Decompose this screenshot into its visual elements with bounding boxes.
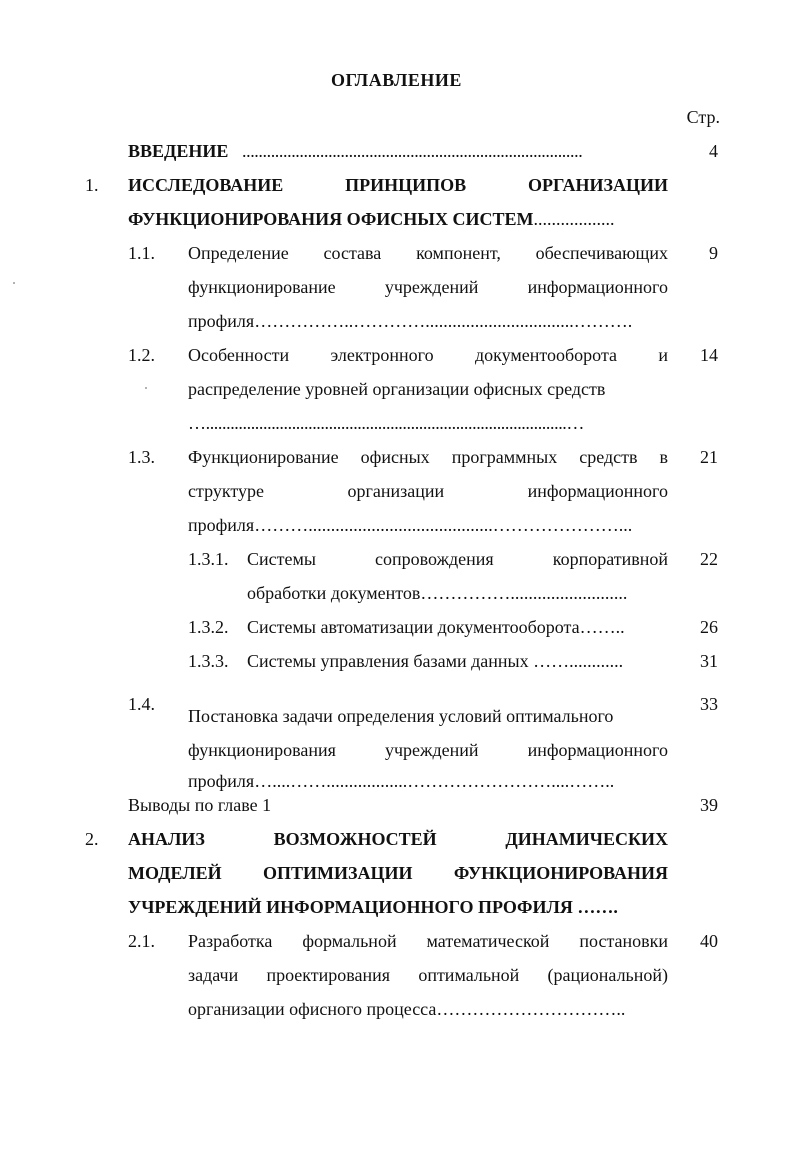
word: (рациональной) [547, 965, 669, 985]
section-title-end[interactable]: профиля…....……..................……………………....…….. [188, 771, 615, 791]
word: программных [451, 447, 558, 467]
chapter-title-cont[interactable] [128, 862, 668, 884]
section-number: 2.1. [128, 931, 155, 951]
word: Особенности [188, 345, 290, 365]
word: информационного [527, 481, 668, 501]
word: АНАЛИЗ [128, 829, 205, 849]
chapter-number: 1. [85, 175, 99, 195]
word: и [658, 345, 669, 365]
scan-speck [145, 387, 147, 389]
word: состава [323, 243, 382, 263]
word: Функционирование [188, 447, 339, 467]
word: компонент, [416, 243, 501, 263]
toc-page-number: 31 [700, 651, 718, 671]
word: информационного [527, 277, 668, 297]
word: ПРИНЦИПОВ [345, 175, 467, 195]
toc-leader-dots: …........................................................................................… [188, 413, 585, 433]
word: структуре [188, 481, 264, 501]
word: математической [426, 931, 550, 951]
toc-intro-title[interactable]: ВВЕДЕНИЕ [128, 141, 229, 161]
word: МОДЕЛЕЙ [128, 863, 222, 883]
subsection-number: 1.3.1. [188, 549, 229, 569]
word: ВОЗМОЖНОСТЕЙ [273, 829, 437, 849]
section-title[interactable]: Постановка задачи определения условий оптимального [188, 706, 614, 726]
subsection-number: 1.3.3. [188, 651, 229, 671]
word: ОПТИМИЗАЦИИ [263, 863, 413, 883]
toc-page-number: 40 [700, 931, 718, 951]
word: функционирования [188, 740, 336, 760]
toc-page-number: 22 [700, 549, 718, 569]
word: постановки [579, 931, 669, 951]
word: средств [579, 447, 638, 467]
toc-page-number: 4 [709, 141, 718, 161]
toc-conclusion[interactable]: Выводы по главе 1 [128, 795, 272, 815]
word: электронного [330, 345, 434, 365]
page-title: ОГЛАВЛЕНИЕ [331, 70, 462, 90]
section-title-end[interactable]: профиля……….........................................…………………... [188, 515, 633, 535]
word: офисных [360, 447, 430, 467]
chapter-title-text: ФУНКЦИОНИРОВАНИЯ ОФИСНЫХ СИСТЕМ [128, 209, 534, 229]
word: учреждений [385, 740, 479, 760]
chapter-title[interactable] [128, 828, 668, 850]
word: ФУНКЦИОНИРОВАНИЯ [453, 863, 668, 883]
section-title[interactable] [188, 930, 668, 952]
word: Разработка [188, 931, 273, 951]
word: документооборота [474, 345, 618, 365]
toc-leader-dots: ................................................................................... [242, 141, 583, 161]
section-number: 1.2. [128, 345, 155, 365]
section-title[interactable] [188, 242, 668, 264]
toc-page-number: 21 [700, 447, 718, 467]
toc-page-number: 39 [700, 795, 718, 815]
word: организации [347, 481, 445, 501]
section-title-end[interactable]: организации офисного процесса………………………….. [188, 999, 626, 1019]
word: Определение [188, 243, 289, 263]
word: Системы [247, 549, 316, 569]
subsection-title[interactable] [247, 548, 668, 570]
chapter-number: 2. [85, 829, 99, 849]
word: сопровождения [375, 549, 494, 569]
subsection-number: 1.3.2. [188, 617, 229, 637]
toc-page-number: 26 [700, 617, 718, 637]
word: корпоративной [552, 549, 669, 569]
toc-page-number: 33 [700, 694, 718, 714]
word: обеспечивающих [535, 243, 669, 263]
section-number: 1.3. [128, 447, 155, 467]
section-title-cont[interactable] [188, 480, 668, 502]
section-title-cont[interactable]: распределение уровней организации офисных средств [188, 379, 606, 399]
section-title-cont[interactable] [188, 739, 668, 761]
section-title-end[interactable]: профиля……………..………….................................………. [188, 311, 633, 331]
word: оптимальной [418, 965, 520, 985]
chapter-title-cont[interactable] [128, 208, 614, 230]
toc-page-number: 9 [709, 243, 718, 263]
scan-speck [13, 282, 15, 284]
chapter-title[interactable] [128, 174, 668, 196]
word: формальной [302, 931, 397, 951]
subsection-title[interactable]: Системы автоматизации документооборота…….. [247, 617, 625, 637]
section-title[interactable] [188, 344, 668, 366]
subsection-title-cont[interactable]: обработки документов…………….......................... [247, 583, 628, 603]
chapter-title-end[interactable]: УЧРЕЖДЕНИЙ ИНФОРМАЦИОННОГО ПРОФИЛЯ ……. [128, 897, 618, 917]
word: ИССЛЕДОВАНИЕ [128, 175, 284, 195]
word: функционирование [188, 277, 336, 297]
word: учреждений [384, 277, 479, 297]
word: ОРГАНИЗАЦИИ [528, 175, 668, 195]
section-title[interactable] [188, 446, 668, 468]
subsection-title[interactable]: Системы управления базами данных ……............ [247, 651, 624, 671]
toc-leader-dots: .................. [533, 209, 615, 229]
word: в [659, 447, 668, 467]
word: задачи [188, 965, 239, 985]
page-column-header: Стр. [686, 107, 720, 127]
section-number: 1.1. [128, 243, 155, 263]
toc-page-number: 14 [700, 345, 718, 365]
word: ДИНАМИЧЕСКИХ [505, 829, 669, 849]
section-title-cont[interactable] [188, 964, 668, 986]
section-number: 1.4. [128, 694, 155, 714]
section-title-cont[interactable] [188, 276, 668, 298]
word: информационного [527, 740, 668, 760]
word: проектирования [266, 965, 391, 985]
